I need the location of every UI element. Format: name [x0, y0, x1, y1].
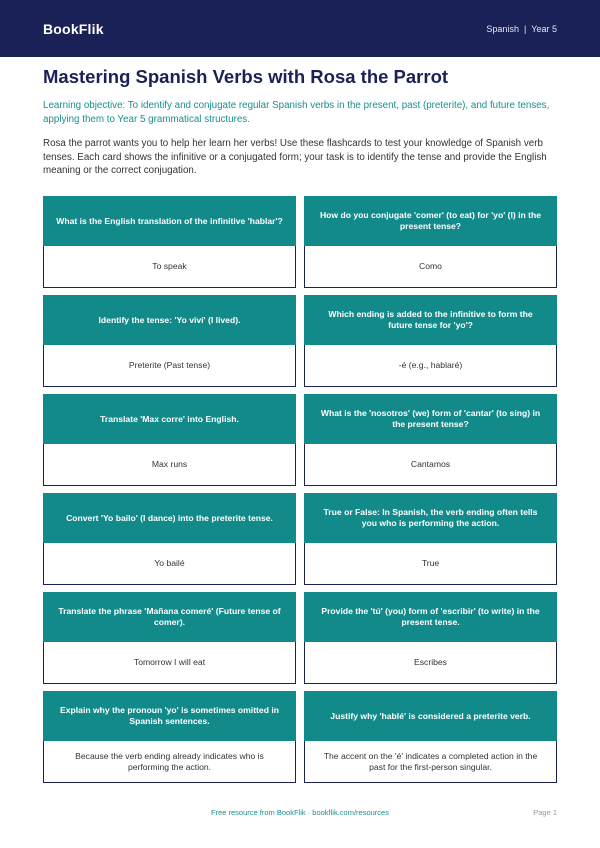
- footer-link[interactable]: Free resource from BookFlik · bookflik.com/resources: [211, 808, 389, 817]
- page-number: Page 1: [533, 808, 557, 817]
- flashcard: [43, 592, 296, 684]
- flashcard-answer: True: [304, 543, 557, 585]
- flashcard-question: Provide the 'tú' (you) form of 'escribir' (to write) in the present tense.: [304, 592, 557, 642]
- learning-objective: Learning objective: To identify and conjugate regular Spanish verbs in the present, past (preterite), and future tenses, applying them to Year 5 grammatical structures.: [43, 100, 550, 125]
- flashcard: [304, 295, 557, 387]
- flashcard-question: Translate 'Max corre' into English.: [43, 394, 296, 444]
- flashcard: [43, 295, 296, 387]
- page-header: [0, 0, 600, 57]
- flashcard-answer: -é (e.g., hablaré): [304, 345, 557, 387]
- flashcard-answer: To speak: [43, 246, 296, 288]
- flashcard-question: True or False: In Spanish, the verb ending often tells you who is performing the action.: [304, 493, 557, 543]
- page-title: Mastering Spanish Verbs with Rosa the Parrot: [43, 66, 449, 87]
- flashcard-answer: Escribes: [304, 642, 557, 684]
- flashcard: [304, 394, 557, 486]
- breadcrumb-separator: |: [523, 23, 527, 34]
- flashcard-answer: Como: [304, 246, 557, 288]
- flashcard: [43, 493, 296, 585]
- subject-breadcrumb: [486, 24, 557, 34]
- flashcard: [304, 196, 557, 288]
- flashcard-answer: Because the verb ending already indicates who is performing the action.: [43, 741, 296, 783]
- flashcard-question: How do you conjugate 'comer' (to eat) for 'yo' (I) in the present tense?: [304, 196, 557, 246]
- flashcard-answer: Max runs: [43, 444, 296, 486]
- brand-logo[interactable]: BookFlik: [43, 20, 104, 37]
- flashcard-question: What is the English translation of the infinitive 'hablar'?: [43, 196, 296, 246]
- flashcard: [43, 196, 296, 288]
- flashcard: [304, 691, 557, 783]
- flashcard-question: Identify the tense: 'Yo viví' (I lived).: [43, 295, 296, 345]
- flashcard: [304, 493, 557, 585]
- grade-label: Year 5: [531, 23, 557, 34]
- flashcard: [304, 592, 557, 684]
- flashcard-answer: The accent on the 'é' indicates a completed action in the past for the first-person singular.: [304, 741, 557, 783]
- flashcard-question: Justify why 'hablé' is considered a preterite verb.: [304, 691, 557, 741]
- flashcard-question: Convert 'Yo bailo' (I dance) into the preterite tense.: [43, 493, 296, 543]
- flashcard-answer: Cantamos: [304, 444, 557, 486]
- flashcard-answer: Yo bailé: [43, 543, 296, 585]
- flashcard-question: Explain why the pronoun 'yo' is sometimes omitted in Spanish sentences.: [43, 691, 296, 741]
- flashcard: [43, 691, 296, 783]
- flashcard: [43, 394, 296, 486]
- flashcard-grid: [43, 196, 557, 783]
- flashcard-question: Translate the phrase 'Mañana comeré' (Future tense of comer).: [43, 592, 296, 642]
- flashcard-question: Which ending is added to the infinitive to form the future tense for 'yo'?: [304, 295, 557, 345]
- subject-label: Spanish: [486, 23, 519, 34]
- flashcard-answer: Tomorrow I will eat: [43, 642, 296, 684]
- intro-text: Rosa the parrot wants you to help her learn her verbs! Use these flashcards to test your knowledge of Spanish verb tenses. Each card shows the infinitive or a conjugated form; your task is to identify the tense and provide the English meaning or the correct conjugation.: [43, 138, 547, 176]
- flashcard-answer: Preterite (Past tense): [43, 345, 296, 387]
- flashcard-question: What is the 'nosotros' (we) form of 'cantar' (to sing) in the present tense?: [304, 394, 557, 444]
